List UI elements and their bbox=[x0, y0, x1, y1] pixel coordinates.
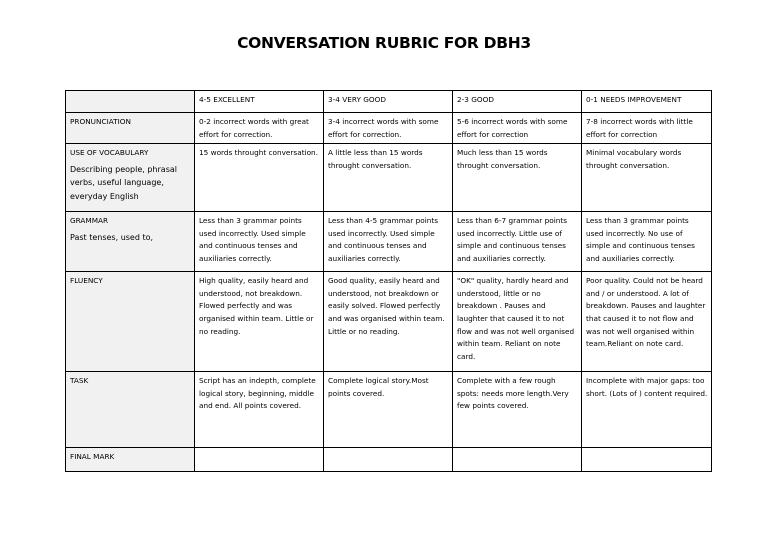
final-mark-cell bbox=[195, 448, 324, 472]
criterion-label: TASK bbox=[70, 376, 89, 386]
rubric-cell: Less than 3 grammar points used incorrectly. Used simple and continuous tenses and auxiliaries correctly. bbox=[195, 212, 324, 272]
rubric-cell: Minimal vocabulary words throught conversation. bbox=[582, 144, 712, 212]
page-title: CONVERSATION RUBRIC FOR DBH3 bbox=[237, 34, 531, 52]
criterion-cell bbox=[66, 113, 195, 144]
rubric-cell: 5-6 incorrect words with some effort for correction bbox=[453, 113, 582, 144]
header-cell-criterion bbox=[66, 91, 195, 113]
criterion-cell bbox=[66, 272, 195, 372]
criterion-subtitle: Describing people, phrasal verbs, useful language, everyday English bbox=[70, 165, 177, 201]
rubric-cell: Complete with a few rough spots: needs more length.Very few points covered. bbox=[453, 372, 582, 448]
final-mark-cell bbox=[453, 448, 582, 472]
rubric-cell: Complete logical story.Most points covered. bbox=[324, 372, 453, 448]
rubric-cell: "OK" quality, hardly heard and understood, little or no breakdown . Pauses and laughter that caused it to not flow and was not well organised within team. Reliant on note card. bbox=[453, 272, 582, 372]
criterion-label: USE OF VOCABULARY bbox=[70, 148, 149, 158]
criterion-label: GRAMMAR bbox=[70, 216, 109, 226]
table-row bbox=[66, 372, 712, 448]
criterion-subtitle: Past tenses, used to, bbox=[70, 233, 154, 243]
header-cell-very-good: 3-4 VERY GOOD bbox=[324, 91, 453, 113]
criterion-label: FLUENCY bbox=[70, 276, 103, 286]
table-row bbox=[66, 448, 712, 472]
rubric-cell: Much less than 15 words throught conversation. bbox=[453, 144, 582, 212]
rubric-cell: High quality, easily heard and understood, not breakdown. Flowed perfectly and was organised within team. Little or no reading. bbox=[195, 272, 324, 372]
rubric-cell: A little less than 15 words throught conversation. bbox=[324, 144, 453, 212]
rubric-cell: Good quality, easily heard and understood, not breakdown or easily solved. Flowed perfectly and was organised within team. Little or no reading. bbox=[324, 272, 453, 372]
rubric-cell: Poor quality. Could not be heard and / or understood. A lot of breakdown. Pauses and laughter that caused it to not flow and was not well organised within team.Reliant on note card. bbox=[582, 272, 712, 372]
rubric-table bbox=[65, 90, 712, 472]
table-header-row bbox=[66, 91, 712, 113]
rubric-cell: 15 words throught conversation. bbox=[195, 144, 324, 212]
rubric-cell: Less than 4-5 grammar points used incorrectly. Used simple and continuous tenses and auxiliaries correctly. bbox=[324, 212, 453, 272]
rubric-cell: Less than 3 grammar points used incorrectly. No use of simple and continuous tenses and auxiliaries correctly. bbox=[582, 212, 712, 272]
table-row bbox=[66, 113, 712, 144]
criterion-cell bbox=[66, 144, 195, 212]
table-row bbox=[66, 212, 712, 272]
criterion-cell bbox=[66, 212, 195, 272]
criterion-cell bbox=[66, 448, 195, 472]
rubric-cell: 3-4 incorrect words with some effort for correction. bbox=[324, 113, 453, 144]
header-cell-needs-improvement: 0-1 NEEDS IMPROVEMENT bbox=[582, 91, 712, 113]
header-cell-good: 2-3 GOOD bbox=[453, 91, 582, 113]
rubric-cell: Incomplete with major gaps: too short. (Lots of ) content required. bbox=[582, 372, 712, 448]
final-mark-cell bbox=[582, 448, 712, 472]
table-row bbox=[66, 144, 712, 212]
criterion-label: FINAL MARK bbox=[70, 452, 115, 462]
criterion-cell bbox=[66, 372, 195, 448]
rubric-cell: Script has an indepth, complete logical story, beginning, middle and end. All points covered. bbox=[195, 372, 324, 448]
rubric-cell: Less than 6-7 grammar points used incorrectly. Little use of simple and continuous tenses and auxiliaries correctly. bbox=[453, 212, 582, 272]
criterion-label: PRONUNCIATION bbox=[70, 117, 131, 126]
header-cell-excellent: 4-5 EXCELLENT bbox=[195, 91, 324, 113]
final-mark-cell bbox=[324, 448, 453, 472]
rubric-cell: 0-2 incorrect words with great effort for correction. bbox=[195, 113, 324, 144]
rubric-cell: 7-8 incorrect words with little effort for correction bbox=[582, 113, 712, 144]
table-row bbox=[66, 272, 712, 372]
